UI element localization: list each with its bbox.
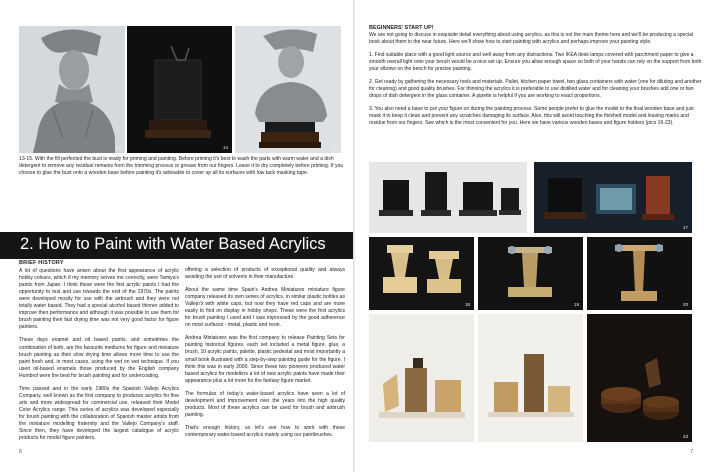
figure-21-photo: [369, 314, 474, 442]
holder-blocks-image: [478, 314, 583, 442]
left-column-1: [19, 260, 179, 448]
assorted-bases-image: [534, 162, 692, 233]
round-bases-image: [587, 314, 692, 442]
paragraph: 3. You also need a base to put your figure on during the painting process. Some people prefer to glue the model to the final wooden base and just mask it to keep it clean and prevent any scratches damaging its surface. Also, this will avoid touching the finished model and leaving marks and residue from our fingers. See which is the most convenient for you. Here we have various wooden bases and figure holders (pics 16-23).: [369, 106, 694, 127]
metal-holder-image: [478, 237, 583, 310]
paragraph: The formulas of today's water-based acrylics have seen a lot of development and improvement over the years into the high quality products. Most of these acrylics can be used for brush and airbrush painting.: [185, 390, 345, 418]
paragraph: That's enough history, so let's see how to work with these contemporary water-based acrylics mainly using our paintbrushes.: [185, 424, 345, 438]
section-title: 2. How to Paint with Water Based Acrylics: [20, 235, 326, 253]
figure-20-photo: [587, 237, 692, 310]
figure-number: 13: [115, 145, 121, 150]
paragraph: These days enamel and oil based paints, and sometimes the combination of both, are the favourite mediums for figure and miniature brush painting as their slow drying time allows more time to use the paint fresh and, in most cases, using the wet on wet technique. If you used oil-based enamels those produced by the English company Humbrol were the best for brush painting and for undercoating.: [19, 337, 179, 379]
black-bases-image: [369, 162, 527, 233]
bust-grey-image: [19, 26, 125, 153]
figure-23-photo: [587, 314, 692, 442]
wooden-holders-image: [369, 237, 474, 310]
figure-14-photo: [127, 26, 232, 153]
photo-caption: 13-15. With the fill perfected the bust is ready for priming and painting. Before priming it's best to wash the parts with warm water and a dish detergent to remove any residual remains from the trimming process or grease from our fingers. Leave it to dry completely before priming. If you choose to glue the bust onto a wooden base before painting it's advisable to cover up all its surfaces with low tack masking tape.: [19, 156, 344, 176]
page-number-right: 7: [690, 449, 693, 455]
wooden-blocks-image: [369, 314, 474, 442]
figure-16-photo: [369, 162, 527, 233]
figure-19-photo: [478, 237, 583, 310]
clamp-holder-image: [587, 237, 692, 310]
figure-number: 16: [517, 225, 523, 230]
paragraph: About the same time Spain's Andrea Miniatures miniature figure company released its own series of acrylics, in similar plastic bottles as Vallejo's with white caps, but now they have red caps and are more easily to find on display in hobby shops. These were the first acrylics for brush painting I used and I was impressed by the good adherence on most surfaces - metal, plastic and resin.: [185, 287, 345, 329]
figure-number: 18: [464, 302, 470, 307]
subhead-brief-history: BRIEF HISTORY: [19, 260, 64, 266]
figure-number: 19: [573, 302, 579, 307]
figure-number: 21: [464, 434, 470, 439]
paragraph: 1. Find suitable place with a good light source and well away from any distractions. Two IKEA desk lamps covered with parchment paper to give a smooth overall light onto your bench would be a nice set up. Ensure you allow enough space so both of your hands can rely on the support from both your elbows on the bench for precise painting.: [369, 52, 702, 73]
figure-number: 15: [331, 145, 337, 150]
figure-22-photo: [478, 314, 583, 442]
figure-13-photo: [19, 26, 125, 153]
paragraph: A lot of questions have arisen about the first appearance of acrylic hobby colours, which if my memory serves me correctly, were Tamiya's paints from Japan. I think these were the first acrylic paints I had the opportunity to test and use towards the end of the 1970s. The paints were developed mostly for use with the airbrush and they were not totally water based. They had a special alcohol based thinner added to improve their performance and although it was possible to use them for brush painting their fast drying time was not very good factor for figure painters.: [19, 268, 179, 331]
figure-number: 23: [682, 434, 688, 439]
page-number-left: 6: [19, 449, 22, 455]
paragraph: offering a selection of products of exceptional quality and always avoiding the use of solvents in their manufacture.: [185, 267, 345, 281]
figure-18-photo: [369, 237, 474, 310]
paragraph: We are not going to discuss in exquisite detail everything about using acrylics, as this is not the main theme here and we'll be producing a special book about them in the near future. Here we'll show how to start painting with acrylics and perhaps improve your painting style.: [369, 32, 694, 46]
paragraph: Time passed and in the early 1980s the Spanish Vallejo Acrylics Company, well known as the first company to produces acrylics for fine arts and more widespread for commercial use, released their Model Color Acrylics range. This series of acrylics was developed especially for brush painting with the collaboration of Spanish master artists from the miniature modelling fraternity and the Vallejo Company's staff. Since then, they have developed the largest catalogue of acrylic products for model figure painters,: [19, 385, 179, 442]
figure-number: 20: [682, 302, 688, 307]
bust-on-base-image: [235, 26, 341, 153]
left-page: [0, 0, 354, 472]
section-banner: [0, 232, 354, 259]
masked-base-image: [127, 26, 232, 153]
paragraph: 2. Get ready by gathering the necessary tools and materials. Pallet, kitchen paper towel, two glass containers with water (one for diluting and another for cleaning) and good quality brushes. For thinning the acrylics it is preferable to use distilled water and for cleaning your brushes add one or two drops of dish detergent in the glass container. A pipette is helpful if you are working to exact proportions.: [369, 79, 702, 100]
left-column-2: [185, 267, 345, 445]
figure-number: 17: [682, 225, 688, 230]
figure-number: 22: [573, 434, 579, 439]
figure-number: 14: [222, 145, 228, 150]
heading-beginners-start-up: BEGINNERS' START UP!: [369, 25, 434, 31]
figure-17-photo: [534, 162, 692, 233]
figure-15-photo: [235, 26, 341, 153]
paragraph: Andrea Miniatures was the first company to release Painting Sets for painting historical figures, each set included a metal figure, glue, a brush, 10 acrylic paints, palette, plastic pedestal and most importantly a small book illustrated with a step-by-step painting guide for the figure. I think this was in early 2000. Since these two pioneers produced water based acrylics for modellers a lot of new acrylic paints have made their appearance plus a lot more for the fantasy figure market.: [185, 335, 345, 384]
right-text-column: [369, 32, 703, 134]
